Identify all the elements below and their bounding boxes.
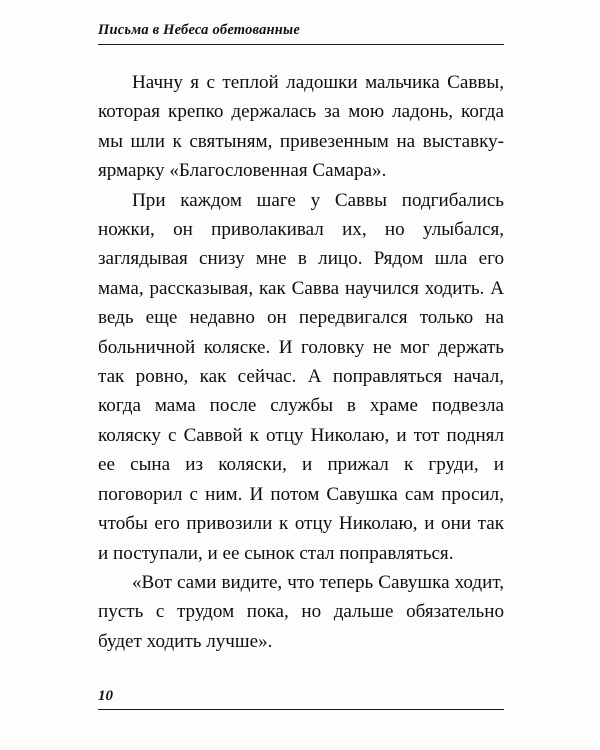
footer-divider	[98, 709, 504, 710]
page-number: 10	[98, 688, 113, 704]
header-divider	[98, 44, 504, 45]
body-text	[98, 68, 504, 656]
paragraph: Начну я с теплой ладошки мальчика Саввы, которая крепко держалась за мою ладонь, когда мы шли к святыням, привезенным на выставку-ярмарку «Благословенная Самара».	[98, 72, 504, 182]
running-title: Письма в Небеса обетованные	[98, 22, 300, 38]
paragraph: «Вот сами видите, что теперь Савушка ходит, пусть с трудом пока, но дальше обязательно будет ходить лучше».	[98, 571, 504, 652]
page-footer	[98, 688, 504, 710]
paragraph: При каждом шаге у Саввы подгибались ножки, он приволакивал их, но улыбался, заглядывая снизу мне в лицо. Рядом шла его мама, рассказывая, как Савва научился ходить. А ведь еще недавно он передвигался только на больничной коляске. И головку не мог держать так ровно, как сейчас. А поправляться начал, когда мама после службы в храме подвезла коляску с Саввой к отцу Николаю, и тот поднял ее сына из коляски, и прижал к груди, и поговорил с ним. И потом Савушка сам просил, чтобы его привозили к отцу Николаю, и они так и поступали, и ее сынок стал поправляться.	[98, 189, 504, 564]
page-header	[98, 22, 504, 45]
